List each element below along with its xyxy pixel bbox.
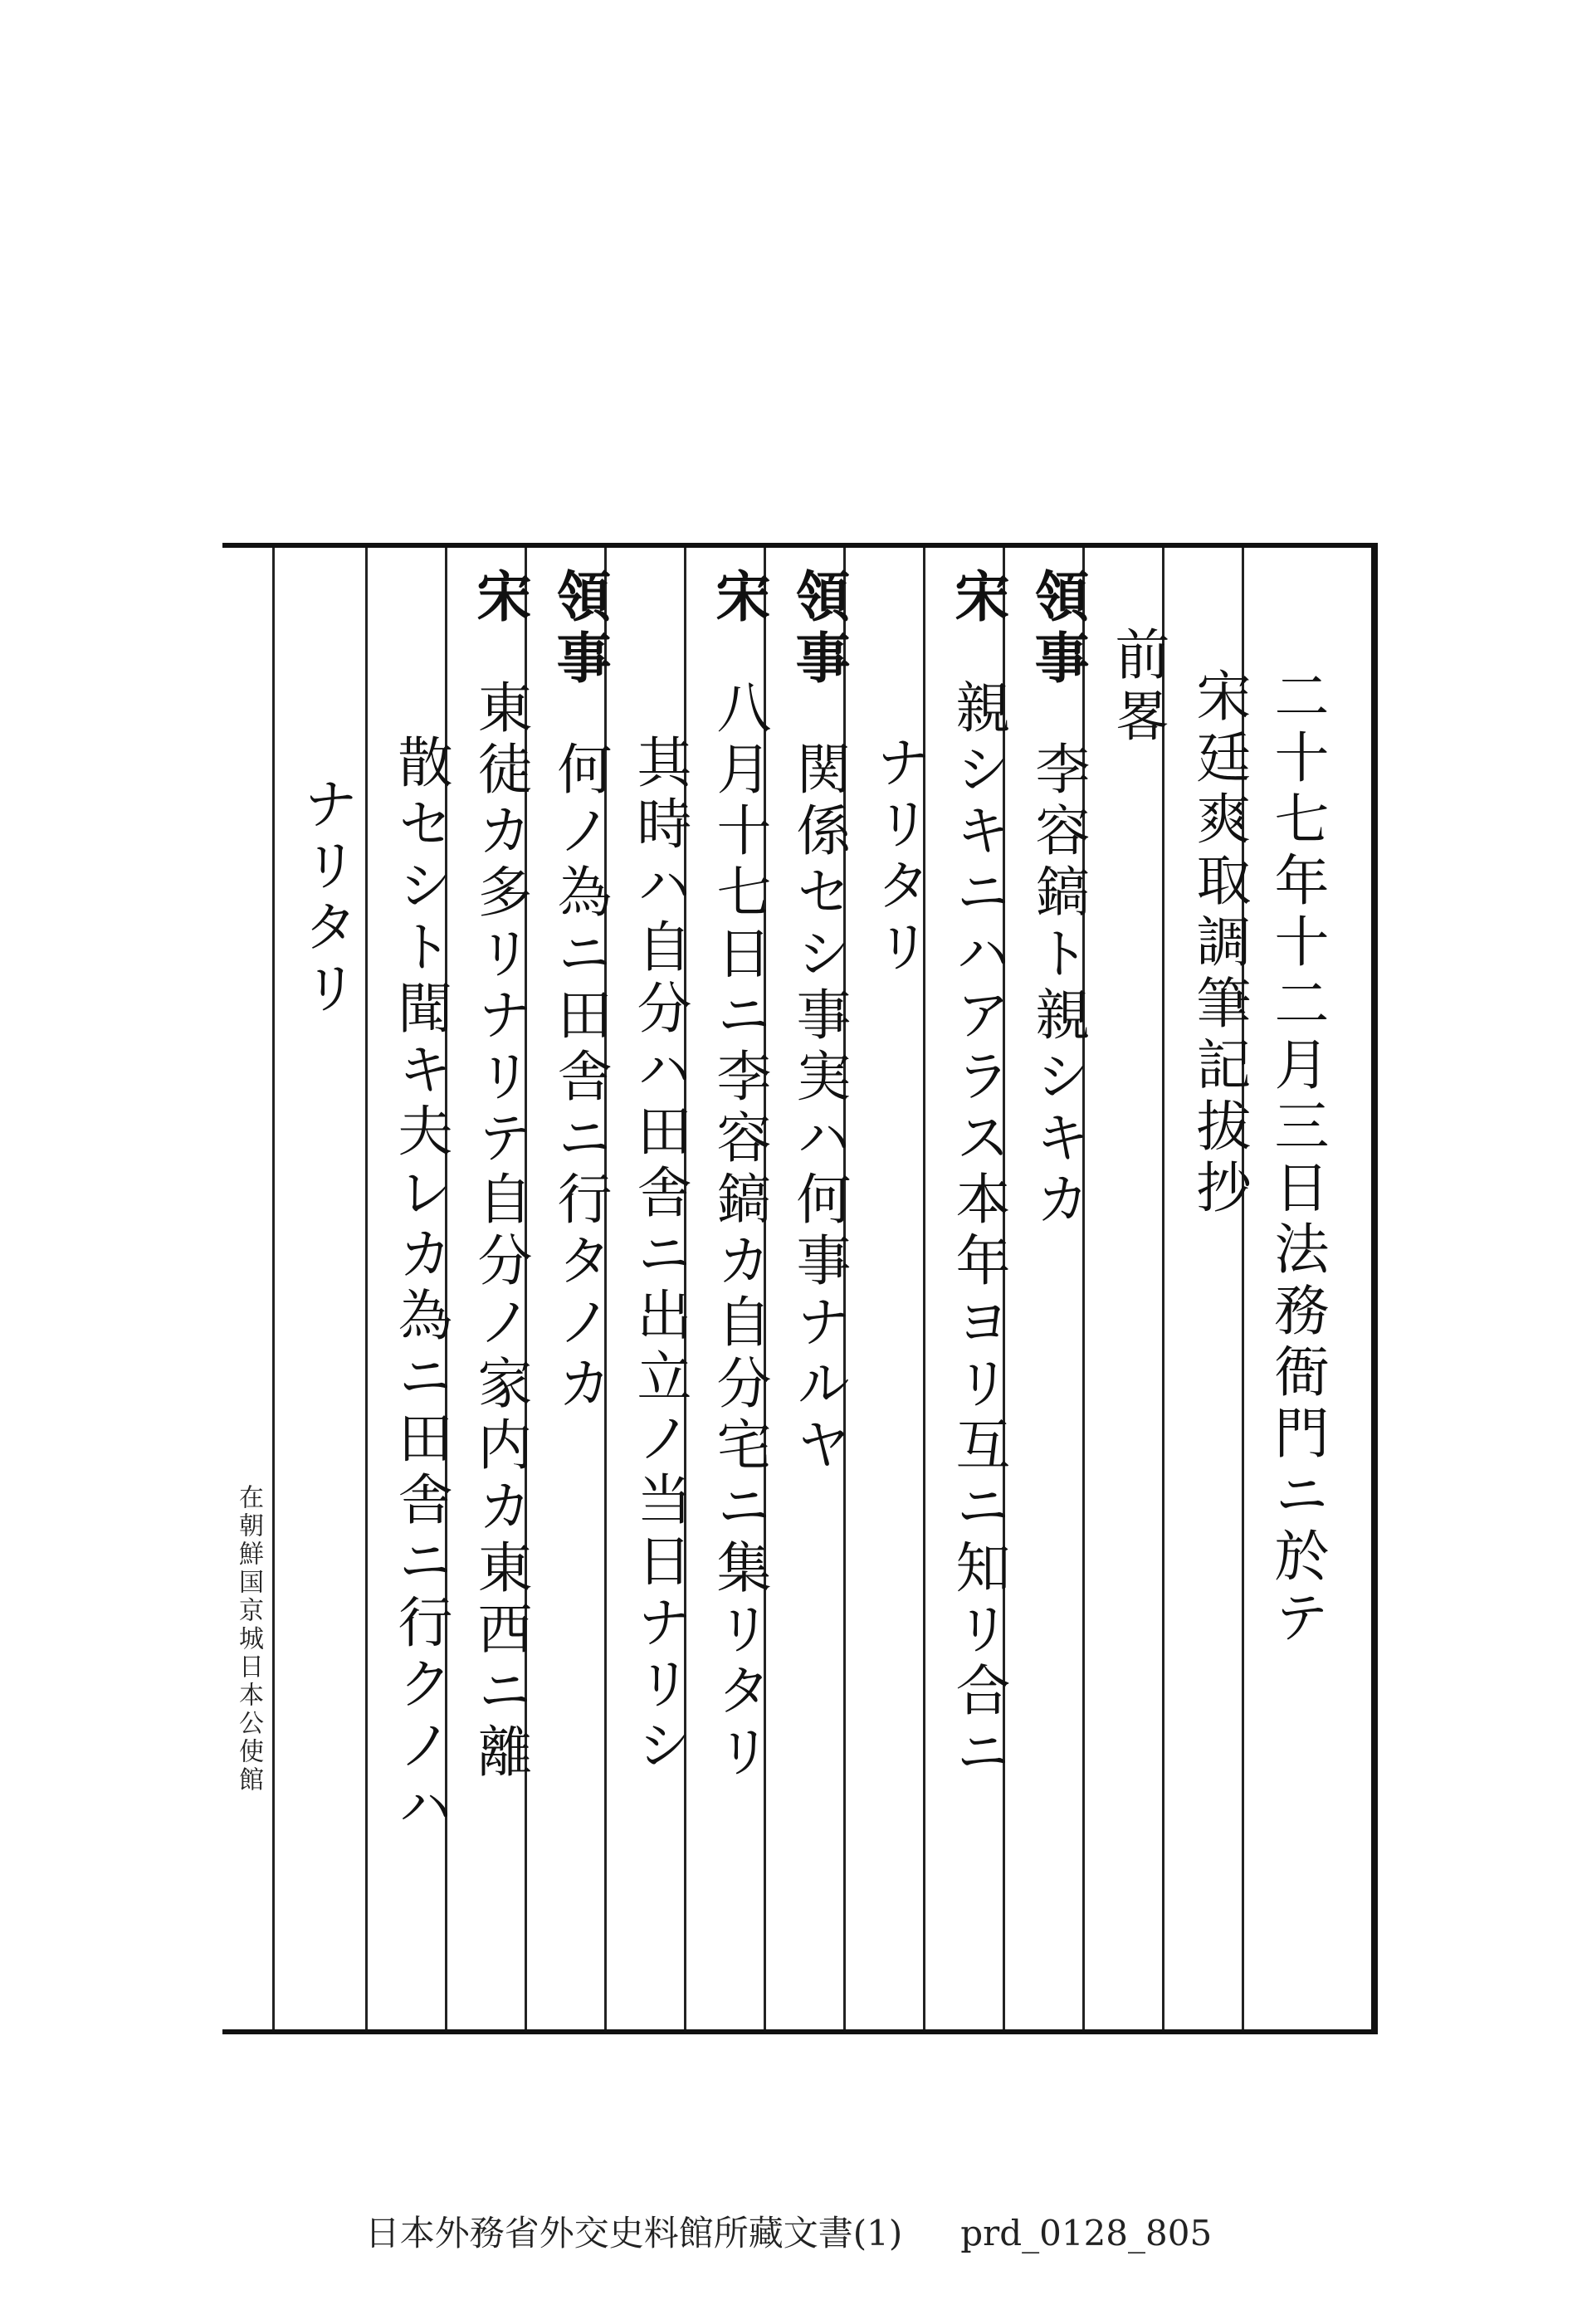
column-text: 関係セシ事実ハ何事ナルヤ (787, 740, 851, 1477)
speaker-label: 領事 (547, 568, 612, 691)
footer-id: prd_0128_805 (960, 2213, 1213, 2253)
column-header-date (1255, 667, 1338, 1650)
column-dialogue (1016, 568, 1099, 1232)
column-dialogue-continued (857, 734, 940, 979)
footer-source: 日本外務省外交史料館所藏文書(1) (364, 2213, 903, 2253)
column-text: 散セシト聞キ夫レカ為ニ田舎ニ行クノハ (388, 734, 452, 1839)
speaker-label: 宋 (945, 568, 1010, 629)
margin-stamp: 在朝鮮国京城日本公使館 (234, 1484, 263, 1794)
column-rule (1162, 548, 1164, 2029)
column-text: 前畧 (1106, 626, 1169, 749)
column-text: ナリタリ (867, 734, 930, 979)
speaker-label: 宋 (467, 568, 532, 629)
column-dialogue (538, 568, 621, 1416)
speaker-label: 宋 (706, 568, 771, 629)
archive-footer (0, 2206, 1577, 2256)
manuscript-sheet (222, 543, 1378, 2034)
column-dialogue (458, 568, 541, 1784)
column-text: 宋廷爽取調筆記拔抄 (1187, 667, 1251, 1220)
speaker-label: 領事 (786, 568, 851, 691)
column-text: 何ノ為ニ田舎ニ行タノカ (548, 740, 612, 1416)
frame-top-border (222, 543, 1378, 548)
column-text: 八月十七日ニ李容鎬カ自分宅ニ集リタリ (707, 679, 771, 1784)
column-dialogue-continued (378, 734, 461, 1839)
column-text: 李容鎬ト親シキカ (1026, 740, 1090, 1232)
column-dialogue (936, 568, 1019, 1784)
column-dialogue (697, 568, 780, 1784)
column-text: 親シキニハアラス本年ヨリ互ニ知リ合ニ (946, 679, 1010, 1784)
column-text: 東徒カ多リナリテ自分ノ家内カ東西ニ離 (468, 679, 532, 1784)
column-text: ナリタリ (294, 775, 358, 1021)
column-omission-note (1096, 626, 1179, 749)
column-text: 二十七年十二月三日法務衙門ニ於テ (1265, 667, 1329, 1650)
frame-bottom-border (222, 2029, 1378, 2034)
column-dialogue-continued (284, 775, 367, 1021)
speaker-label: 領事 (1025, 568, 1090, 691)
column-rule (272, 548, 275, 2029)
column-dialogue (777, 568, 860, 1477)
column-text: 其時ハ自分ハ田舎ニ出立ノ当日ナリシ (627, 734, 691, 1778)
column-dialogue-continued (618, 734, 701, 1778)
column-record-title (1177, 667, 1260, 1220)
frame-right-border (1371, 543, 1378, 2034)
column-rule (365, 548, 368, 2029)
